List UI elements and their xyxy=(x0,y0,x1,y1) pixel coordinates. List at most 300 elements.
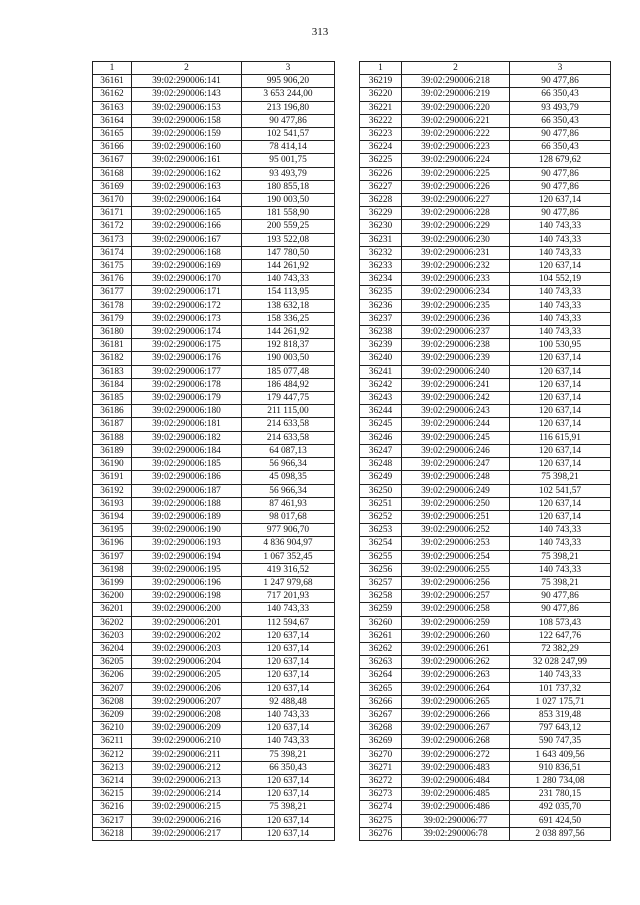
row-number-cell: 36251 xyxy=(360,497,402,510)
value-cell: 120 637,14 xyxy=(510,352,611,365)
value-cell: 92 488,48 xyxy=(242,695,335,708)
cadastral-number-cell: 39:02:290006:264 xyxy=(402,682,510,695)
value-cell: 190 003,50 xyxy=(242,194,335,207)
cadastral-number-cell: 39:02:290006:165 xyxy=(132,207,242,220)
table-row xyxy=(93,550,335,563)
table-row xyxy=(93,233,335,246)
table-row xyxy=(93,273,335,286)
row-number-cell: 36269 xyxy=(360,735,402,748)
cadastral-number-cell: 39:02:290006:224 xyxy=(402,154,510,167)
cadastral-number-cell: 39:02:290006:226 xyxy=(402,180,510,193)
cadastral-number-cell: 39:02:290006:184 xyxy=(132,444,242,457)
value-cell: 90 477,86 xyxy=(510,603,611,616)
row-number-cell: 36175 xyxy=(93,260,132,273)
row-number-cell: 36171 xyxy=(93,207,132,220)
value-cell: 112 594,67 xyxy=(242,616,335,629)
cadastral-number-cell: 39:02:290006:485 xyxy=(402,788,510,801)
value-cell: 419 316,52 xyxy=(242,563,335,576)
row-number-cell: 36247 xyxy=(360,444,402,457)
row-number-cell: 36234 xyxy=(360,273,402,286)
value-cell: 910 836,51 xyxy=(510,761,611,774)
row-number-cell: 36172 xyxy=(93,220,132,233)
table-row xyxy=(93,365,335,378)
table-row xyxy=(360,246,611,259)
value-cell: 140 743,33 xyxy=(510,537,611,550)
cadastral-number-cell: 39:02:290006:220 xyxy=(402,101,510,114)
table-row xyxy=(93,260,335,273)
table-row xyxy=(360,378,611,391)
table-row xyxy=(360,616,611,629)
cadastral-number-cell: 39:02:290006:229 xyxy=(402,220,510,233)
row-number-cell: 36181 xyxy=(93,339,132,352)
value-cell: 75 398,21 xyxy=(510,576,611,589)
cadastral-number-cell: 39:02:290006:195 xyxy=(132,563,242,576)
column-header: 1 xyxy=(360,62,402,75)
row-number-cell: 36272 xyxy=(360,774,402,787)
value-cell: 190 003,50 xyxy=(242,352,335,365)
cadastral-number-cell: 39:02:290006:196 xyxy=(132,576,242,589)
table-row xyxy=(360,405,611,418)
table-row xyxy=(360,299,611,312)
cadastral-number-cell: 39:02:290006:254 xyxy=(402,550,510,563)
table-row xyxy=(360,365,611,378)
cadastral-number-cell: 39:02:290006:218 xyxy=(402,75,510,88)
value-cell: 158 336,25 xyxy=(242,312,335,325)
table-row xyxy=(93,299,335,312)
cadastral-number-cell: 39:02:290006:194 xyxy=(132,550,242,563)
value-cell: 214 633,58 xyxy=(242,418,335,431)
table-row xyxy=(360,220,611,233)
cadastral-number-cell: 39:02:290006:483 xyxy=(402,761,510,774)
table-row xyxy=(360,524,611,537)
row-number-cell: 36210 xyxy=(93,722,132,735)
cadastral-number-cell: 39:02:290006:182 xyxy=(132,431,242,444)
value-cell: 492 035,70 xyxy=(510,801,611,814)
table-row xyxy=(93,167,335,180)
cadastral-number-cell: 39:02:290006:266 xyxy=(402,708,510,721)
row-number-cell: 36252 xyxy=(360,510,402,523)
row-number-cell: 36190 xyxy=(93,458,132,471)
row-number-cell: 36162 xyxy=(93,88,132,101)
right-table-body xyxy=(360,75,611,841)
cadastral-number-cell: 39:02:290006:159 xyxy=(132,128,242,141)
value-cell: 140 743,33 xyxy=(510,326,611,339)
table-row xyxy=(93,708,335,721)
cadastral-number-cell: 39:02:290006:246 xyxy=(402,444,510,457)
cadastral-number-cell: 39:02:290006:211 xyxy=(132,748,242,761)
cadastral-number-cell: 39:02:290006:164 xyxy=(132,194,242,207)
value-cell: 1 247 979,68 xyxy=(242,576,335,589)
value-cell: 120 637,14 xyxy=(242,642,335,655)
value-cell: 179 447,75 xyxy=(242,392,335,405)
cadastral-number-cell: 39:02:290006:212 xyxy=(132,761,242,774)
cadastral-number-cell: 39:02:290006:249 xyxy=(402,484,510,497)
table-row xyxy=(93,616,335,629)
row-number-cell: 36199 xyxy=(93,576,132,589)
value-cell: 120 637,14 xyxy=(242,669,335,682)
row-number-cell: 36235 xyxy=(360,286,402,299)
table-row xyxy=(93,510,335,523)
value-cell: 56 966,34 xyxy=(242,484,335,497)
row-number-cell: 36180 xyxy=(93,326,132,339)
cadastral-number-cell: 39:02:290006:239 xyxy=(402,352,510,365)
cadastral-number-cell: 39:02:290006:244 xyxy=(402,418,510,431)
row-number-cell: 36219 xyxy=(360,75,402,88)
cadastral-number-cell: 39:02:290006:235 xyxy=(402,299,510,312)
cadastral-number-cell: 39:02:290006:225 xyxy=(402,167,510,180)
table-row xyxy=(93,682,335,695)
value-cell: 147 780,50 xyxy=(242,246,335,259)
table-row xyxy=(360,101,611,114)
row-number-cell: 36239 xyxy=(360,339,402,352)
cadastral-number-cell: 39:02:290006:230 xyxy=(402,233,510,246)
table-row xyxy=(93,154,335,167)
row-number-cell: 36191 xyxy=(93,471,132,484)
table-row xyxy=(93,114,335,127)
value-cell: 90 477,86 xyxy=(510,167,611,180)
cadastral-number-cell: 39:02:290006:217 xyxy=(132,827,242,840)
value-cell: 120 637,14 xyxy=(510,418,611,431)
cadastral-number-cell: 39:02:290006:263 xyxy=(402,669,510,682)
cadastral-number-cell: 39:02:290006:259 xyxy=(402,616,510,629)
row-number-cell: 36240 xyxy=(360,352,402,365)
row-number-cell: 36259 xyxy=(360,603,402,616)
row-number-cell: 36206 xyxy=(93,669,132,682)
cadastral-number-cell: 39:02:290006:236 xyxy=(402,312,510,325)
cadastral-number-cell: 39:02:290006:174 xyxy=(132,326,242,339)
value-cell: 90 477,86 xyxy=(510,180,611,193)
table-row xyxy=(93,524,335,537)
cadastral-number-cell: 39:02:290006:213 xyxy=(132,774,242,787)
column-header: 1 xyxy=(93,62,132,75)
row-number-cell: 36249 xyxy=(360,471,402,484)
cadastral-number-cell: 39:02:290006:206 xyxy=(132,682,242,695)
value-cell: 140 743,33 xyxy=(510,220,611,233)
row-number-cell: 36260 xyxy=(360,616,402,629)
cadastral-number-cell: 39:02:290006:204 xyxy=(132,656,242,669)
value-cell: 116 615,91 xyxy=(510,431,611,444)
table-row xyxy=(93,774,335,787)
row-number-cell: 36238 xyxy=(360,326,402,339)
value-cell: 90 477,86 xyxy=(242,114,335,127)
table-row xyxy=(360,326,611,339)
row-number-cell: 36273 xyxy=(360,788,402,801)
row-number-cell: 36164 xyxy=(93,114,132,127)
value-cell: 120 637,14 xyxy=(510,194,611,207)
value-cell: 128 679,62 xyxy=(510,154,611,167)
table-row xyxy=(360,550,611,563)
table-row xyxy=(360,339,611,352)
value-cell: 120 637,14 xyxy=(510,458,611,471)
row-number-cell: 36223 xyxy=(360,128,402,141)
row-number-cell: 36212 xyxy=(93,748,132,761)
table-header-row xyxy=(93,62,335,75)
left-table-body xyxy=(93,75,335,841)
row-number-cell: 36258 xyxy=(360,590,402,603)
value-cell: 90 477,86 xyxy=(510,207,611,220)
table-row xyxy=(93,590,335,603)
row-number-cell: 36196 xyxy=(93,537,132,550)
value-cell: 45 098,35 xyxy=(242,471,335,484)
value-cell: 120 637,14 xyxy=(510,497,611,510)
table-row xyxy=(93,128,335,141)
value-cell: 2 038 897,56 xyxy=(510,827,611,840)
table-row xyxy=(93,695,335,708)
table-row xyxy=(93,339,335,352)
value-cell: 140 743,33 xyxy=(510,312,611,325)
table-row xyxy=(360,418,611,431)
value-cell: 140 743,33 xyxy=(242,273,335,286)
row-number-cell: 36211 xyxy=(93,735,132,748)
row-number-cell: 36220 xyxy=(360,88,402,101)
row-number-cell: 36248 xyxy=(360,458,402,471)
table-row xyxy=(360,788,611,801)
value-cell: 64 087,13 xyxy=(242,444,335,457)
cadastral-number-cell: 39:02:290006:179 xyxy=(132,392,242,405)
table-row xyxy=(93,563,335,576)
column-header: 3 xyxy=(510,62,611,75)
cadastral-number-cell: 39:02:290006:178 xyxy=(132,378,242,391)
value-cell: 120 637,14 xyxy=(242,774,335,787)
row-number-cell: 36257 xyxy=(360,576,402,589)
row-number-cell: 36275 xyxy=(360,814,402,827)
cadastral-number-cell: 39:02:290006:173 xyxy=(132,312,242,325)
row-number-cell: 36173 xyxy=(93,233,132,246)
row-number-cell: 36215 xyxy=(93,788,132,801)
row-number-cell: 36250 xyxy=(360,484,402,497)
row-number-cell: 36231 xyxy=(360,233,402,246)
table-row xyxy=(93,576,335,589)
table-row xyxy=(93,220,335,233)
table-row xyxy=(360,695,611,708)
cadastral-number-cell: 39:02:290006:243 xyxy=(402,405,510,418)
row-number-cell: 36186 xyxy=(93,405,132,418)
cadastral-number-cell: 39:02:290006:202 xyxy=(132,629,242,642)
table-row xyxy=(93,471,335,484)
cadastral-number-cell: 39:02:290006:170 xyxy=(132,273,242,286)
value-cell: 120 637,14 xyxy=(242,788,335,801)
value-cell: 93 493,79 xyxy=(510,101,611,114)
value-cell: 100 530,95 xyxy=(510,339,611,352)
cadastral-number-cell: 39:02:290006:227 xyxy=(402,194,510,207)
row-number-cell: 36176 xyxy=(93,273,132,286)
value-cell: 140 743,33 xyxy=(242,603,335,616)
right-table xyxy=(359,61,611,841)
row-number-cell: 36166 xyxy=(93,141,132,154)
cadastral-number-cell: 39:02:290006:168 xyxy=(132,246,242,259)
row-number-cell: 36192 xyxy=(93,484,132,497)
value-cell: 66 350,43 xyxy=(510,88,611,101)
row-number-cell: 36163 xyxy=(93,101,132,114)
row-number-cell: 36205 xyxy=(93,656,132,669)
row-number-cell: 36217 xyxy=(93,814,132,827)
value-cell: 995 906,20 xyxy=(242,75,335,88)
row-number-cell: 36161 xyxy=(93,75,132,88)
cadastral-number-cell: 39:02:290006:187 xyxy=(132,484,242,497)
cadastral-number-cell: 39:02:290006:251 xyxy=(402,510,510,523)
table-row xyxy=(360,312,611,325)
value-cell: 192 818,37 xyxy=(242,339,335,352)
cadastral-number-cell: 39:02:290006:167 xyxy=(132,233,242,246)
cadastral-number-cell: 39:02:290006:205 xyxy=(132,669,242,682)
cadastral-number-cell: 39:02:290006:141 xyxy=(132,75,242,88)
cadastral-number-cell: 39:02:290006:214 xyxy=(132,788,242,801)
row-number-cell: 36170 xyxy=(93,194,132,207)
row-number-cell: 36253 xyxy=(360,524,402,537)
row-number-cell: 36242 xyxy=(360,378,402,391)
value-cell: 120 637,14 xyxy=(510,405,611,418)
row-number-cell: 36268 xyxy=(360,722,402,735)
table-row xyxy=(93,405,335,418)
row-number-cell: 36167 xyxy=(93,154,132,167)
cadastral-number-cell: 39:02:290006:176 xyxy=(132,352,242,365)
row-number-cell: 36262 xyxy=(360,642,402,655)
value-cell: 120 637,14 xyxy=(242,656,335,669)
cadastral-number-cell: 39:02:290006:484 xyxy=(402,774,510,787)
value-cell: 691 424,50 xyxy=(510,814,611,827)
value-cell: 144 261,92 xyxy=(242,326,335,339)
row-number-cell: 36197 xyxy=(93,550,132,563)
value-cell: 72 382,29 xyxy=(510,642,611,655)
value-cell: 90 477,86 xyxy=(510,128,611,141)
value-cell: 140 743,33 xyxy=(510,299,611,312)
column-header: 2 xyxy=(132,62,242,75)
value-cell: 104 552,19 xyxy=(510,273,611,286)
table-row xyxy=(93,761,335,774)
cadastral-number-cell: 39:02:290006:222 xyxy=(402,128,510,141)
cadastral-number-cell: 39:02:290006:216 xyxy=(132,814,242,827)
row-number-cell: 36233 xyxy=(360,260,402,273)
table-row xyxy=(360,273,611,286)
column-header: 2 xyxy=(402,62,510,75)
row-number-cell: 36246 xyxy=(360,431,402,444)
row-number-cell: 36165 xyxy=(93,128,132,141)
cadastral-number-cell: 39:02:290006:198 xyxy=(132,590,242,603)
cadastral-number-cell: 39:02:290006:240 xyxy=(402,365,510,378)
cadastral-number-cell: 39:02:290006:258 xyxy=(402,603,510,616)
cadastral-number-cell: 39:02:290006:262 xyxy=(402,656,510,669)
table-row xyxy=(93,286,335,299)
table-row xyxy=(93,88,335,101)
value-cell: 120 637,14 xyxy=(242,814,335,827)
value-cell: 797 643,12 xyxy=(510,722,611,735)
table-row xyxy=(360,510,611,523)
row-number-cell: 36228 xyxy=(360,194,402,207)
cadastral-number-cell: 39:02:290006:260 xyxy=(402,629,510,642)
value-cell: 75 398,21 xyxy=(242,801,335,814)
row-number-cell: 36266 xyxy=(360,695,402,708)
table-header-row xyxy=(360,62,611,75)
value-cell: 590 747,35 xyxy=(510,735,611,748)
cadastral-number-cell: 39:02:290006:162 xyxy=(132,167,242,180)
table-row xyxy=(360,431,611,444)
table-row xyxy=(93,392,335,405)
row-number-cell: 36195 xyxy=(93,524,132,537)
cadastral-number-cell: 39:02:290006:161 xyxy=(132,154,242,167)
cadastral-number-cell: 39:02:290006:190 xyxy=(132,524,242,537)
value-cell: 95 001,75 xyxy=(242,154,335,167)
row-number-cell: 36179 xyxy=(93,312,132,325)
cadastral-number-cell: 39:02:290006:255 xyxy=(402,563,510,576)
row-number-cell: 36261 xyxy=(360,629,402,642)
value-cell: 180 855,18 xyxy=(242,180,335,193)
value-cell: 75 398,21 xyxy=(242,748,335,761)
table-row xyxy=(360,484,611,497)
row-number-cell: 36177 xyxy=(93,286,132,299)
table-row xyxy=(93,827,335,840)
cadastral-number-cell: 39:02:290006:180 xyxy=(132,405,242,418)
cadastral-number-cell: 39:02:290006:203 xyxy=(132,642,242,655)
cadastral-number-cell: 39:02:290006:272 xyxy=(402,748,510,761)
value-cell: 200 559,25 xyxy=(242,220,335,233)
value-cell: 75 398,21 xyxy=(510,471,611,484)
row-number-cell: 36264 xyxy=(360,669,402,682)
row-number-cell: 36225 xyxy=(360,154,402,167)
table-row xyxy=(360,537,611,550)
table-row xyxy=(360,814,611,827)
row-number-cell: 36183 xyxy=(93,365,132,378)
table-row xyxy=(93,484,335,497)
table-row xyxy=(93,497,335,510)
table-row xyxy=(93,669,335,682)
value-cell: 231 780,15 xyxy=(510,788,611,801)
row-number-cell: 36241 xyxy=(360,365,402,378)
cadastral-number-cell: 39:02:290006:238 xyxy=(402,339,510,352)
cadastral-number-cell: 39:02:290006:207 xyxy=(132,695,242,708)
row-number-cell: 36236 xyxy=(360,299,402,312)
row-number-cell: 36221 xyxy=(360,101,402,114)
row-number-cell: 36204 xyxy=(93,642,132,655)
row-number-cell: 36230 xyxy=(360,220,402,233)
cadastral-number-cell: 39:02:290006:210 xyxy=(132,735,242,748)
cadastral-number-cell: 39:02:290006:166 xyxy=(132,220,242,233)
row-number-cell: 36245 xyxy=(360,418,402,431)
value-cell: 977 906,70 xyxy=(242,524,335,537)
row-number-cell: 36270 xyxy=(360,748,402,761)
row-number-cell: 36227 xyxy=(360,180,402,193)
row-number-cell: 36267 xyxy=(360,708,402,721)
row-number-cell: 36214 xyxy=(93,774,132,787)
value-cell: 66 350,43 xyxy=(510,114,611,127)
row-number-cell: 36263 xyxy=(360,656,402,669)
table-row xyxy=(93,444,335,457)
value-cell: 211 115,00 xyxy=(242,405,335,418)
row-number-cell: 36213 xyxy=(93,761,132,774)
row-number-cell: 36265 xyxy=(360,682,402,695)
cadastral-number-cell: 39:02:290006:242 xyxy=(402,392,510,405)
table-row xyxy=(360,642,611,655)
value-cell: 140 743,33 xyxy=(510,286,611,299)
value-cell: 102 541,57 xyxy=(242,128,335,141)
value-cell: 87 461,93 xyxy=(242,497,335,510)
row-number-cell: 36182 xyxy=(93,352,132,365)
table-row xyxy=(360,260,611,273)
cadastral-number-cell: 39:02:290006:185 xyxy=(132,458,242,471)
row-number-cell: 36198 xyxy=(93,563,132,576)
cadastral-number-cell: 39:02:290006:261 xyxy=(402,642,510,655)
cadastral-number-cell: 39:02:290006:208 xyxy=(132,708,242,721)
table-row xyxy=(360,392,611,405)
value-cell: 213 196,80 xyxy=(242,101,335,114)
cadastral-number-cell: 39:02:290006:232 xyxy=(402,260,510,273)
value-cell: 1 067 352,45 xyxy=(242,550,335,563)
table-row xyxy=(360,708,611,721)
value-cell: 98 017,68 xyxy=(242,510,335,523)
table-row xyxy=(93,788,335,801)
value-cell: 120 637,14 xyxy=(510,365,611,378)
row-number-cell: 36200 xyxy=(93,590,132,603)
table-row xyxy=(360,458,611,471)
